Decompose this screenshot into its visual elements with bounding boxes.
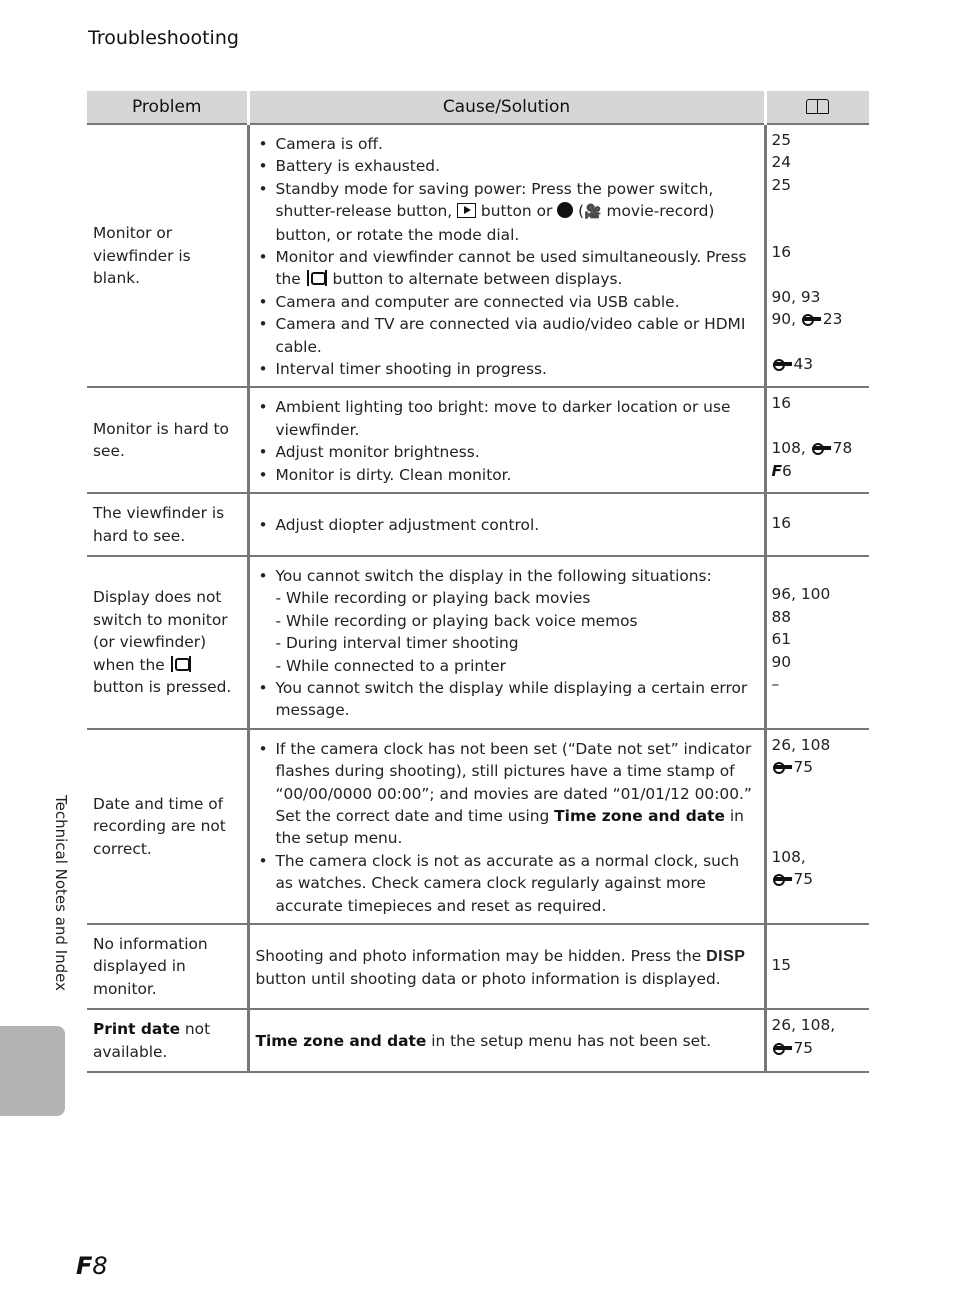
reference-section-icon — [801, 313, 823, 325]
list-item: • Interval timer shooting in progress. — [256, 358, 758, 380]
section-title: Troubleshooting — [88, 27, 239, 49]
sub-item: - During interval timer shooting — [275, 634, 519, 653]
page-ref-cell: 96, 100 88 61 90 – — [765, 556, 869, 729]
table-row — [87, 387, 869, 493]
list-item: • Camera and computer are connected via USB cable. — [256, 291, 758, 313]
section-tab — [0, 1026, 65, 1116]
column-header-problem: Problem — [87, 91, 248, 124]
reference-section-icon — [772, 358, 794, 370]
problem-cell: Print date not available. — [87, 1009, 248, 1072]
page-number: F8 — [76, 1252, 108, 1280]
table-row — [87, 556, 869, 729]
cause-cell — [248, 387, 765, 493]
list-item: • You cannot switch the display in the following situations: - While recording or playing back movies - While recording or playing back voice memos - During interval timer shooting - While connected to a printer — [256, 565, 758, 677]
page-ref-cell: 26, 108, 75 — [765, 1009, 869, 1072]
problem-cell: Date and time of recording are not correct. — [87, 729, 248, 924]
table-row — [87, 493, 869, 556]
list-item: • Ambient lighting too bright: move to darker location or use viewfinder. — [256, 396, 758, 441]
problem-cell: Monitor or viewfinder is blank. — [87, 124, 248, 387]
list-item: • Monitor is dirty. Clean monitor. — [256, 464, 758, 486]
cause-cell — [248, 493, 765, 556]
list-item: • The camera clock is not as accurate as a normal clock, such as watches. Check camera clock regularly against more accurate timepieces and reset as required. — [256, 850, 758, 917]
reference-section-icon — [772, 761, 794, 773]
problem-cell: Monitor is hard to see. — [87, 387, 248, 493]
table-row — [87, 124, 869, 387]
reference-section-icon — [772, 873, 794, 885]
sub-item: - While recording or playing back movies — [275, 589, 591, 608]
table-row — [87, 924, 869, 1009]
technical-notes-icon: F — [76, 1252, 93, 1280]
cause-cell: Shooting and photo information may be hidden. Press the DISP button until shooting data or photo information is displayed. — [248, 924, 765, 1009]
side-section-label: Technical Notes and Index — [52, 795, 70, 992]
cause-cell — [248, 729, 765, 924]
list-item: • Battery is exhausted. — [256, 155, 758, 177]
troubleshooting-table — [87, 91, 869, 1073]
list-item: • Camera and TV are connected via audio/video cable or HDMI cable. — [256, 313, 758, 358]
page-ref-cell: 16 — [765, 493, 869, 556]
technical-notes-icon: F — [771, 461, 783, 480]
page-ref-cell: 15 — [765, 924, 869, 1009]
page-ref-cell: 25 24 25 16 90, 93 90, 23 43 — [765, 124, 869, 387]
cause-cell — [248, 556, 765, 729]
list-item: • Camera is off. — [256, 133, 758, 155]
list-item: • If the camera clock has not been set (“Date not set” indicator flashes during shooting), still pictures have a time stamp of “00/00/0000 00:00”; and movies are dated “01/01/12 00:00.” Set the correct date and time using Time zone and date in the setup menu. — [256, 738, 758, 850]
list-item: • You cannot switch the display while displaying a certain error message. — [256, 677, 758, 722]
sub-item: - While connected to a printer — [275, 656, 506, 675]
column-header-page — [765, 91, 869, 124]
record-button-icon — [557, 202, 573, 218]
disp-button-label: DISP — [706, 947, 746, 965]
problem-cell: No information displayed in monitor. — [87, 924, 248, 1009]
cause-cell — [248, 124, 765, 387]
cause-cell: Time zone and date in the setup menu has not been set. — [248, 1009, 765, 1072]
movie-camera-icon: 🎥 — [584, 204, 602, 221]
list-item: • Adjust diopter adjustment control. — [256, 514, 758, 536]
problem-cell: The viewfinder is hard to see. — [87, 493, 248, 556]
monitor-switch-icon — [170, 656, 192, 672]
table-row — [87, 1009, 869, 1072]
table-row — [87, 729, 869, 924]
sub-item: - While recording or playing back voice memos — [275, 611, 638, 630]
page-ref-cell: 16 108, 78 F6 — [765, 387, 869, 493]
list-item: • Monitor and viewfinder cannot be used simultaneously. Press the button to alternate between displays. — [256, 246, 758, 291]
reference-section-icon — [811, 442, 833, 454]
problem-cell: Display does not switch to monitor (or viewfinder) when the button is pressed. — [87, 556, 248, 729]
playback-button-icon — [457, 203, 476, 218]
page-ref-cell: 26, 108 75 108, 75 — [765, 729, 869, 924]
table-header-row — [87, 91, 869, 124]
monitor-switch-icon — [306, 270, 328, 286]
book-reference-icon — [805, 98, 831, 114]
column-header-cause: Cause/Solution — [248, 91, 765, 124]
list-item: • Adjust monitor brightness. — [256, 441, 758, 463]
reference-section-icon — [772, 1042, 794, 1054]
list-item: • Standby mode for saving power: Press the power switch, shutter-release button, button or (🎥 movie-record) button, or rotate the mode dial. — [256, 178, 758, 246]
